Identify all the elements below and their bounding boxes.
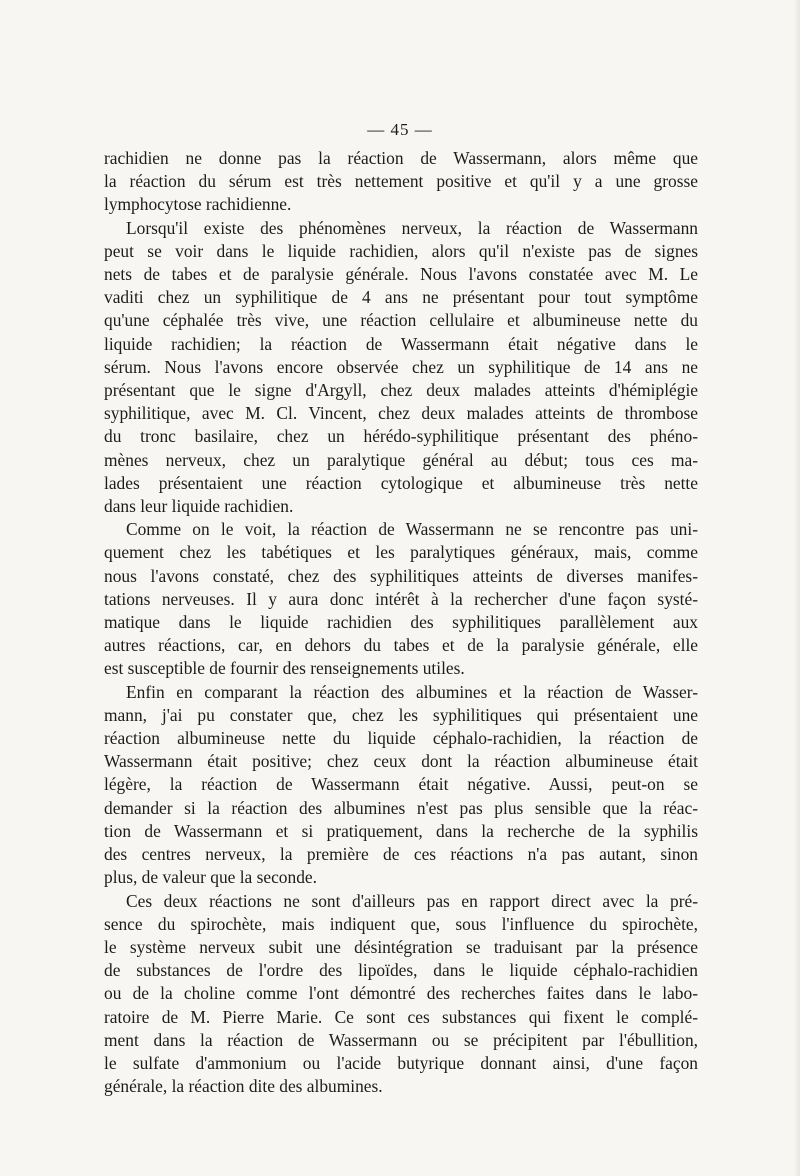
text-line: lymphocytose rachidienne. [104,194,292,215]
paragraph-5 [104,890,698,1099]
text-line: lades présentaient une réaction cytologique et albumineuse très nette [104,472,698,493]
paragraph-4 [104,681,698,890]
text-line: le sulfate d'ammonium ou l'acide butyrique donnant ainsi, d'une façon [104,1052,698,1073]
text-line: générale, la réaction dite des albumines. [104,1076,383,1097]
text-line: sence du spirochète, mais indiquent que, sous l'influence du spirochète, [104,913,698,934]
text-line: ou de la choline comme l'ont démontré des recherches faites dans le labo- [104,983,698,1004]
text-line: de substances de l'ordre des lipoïdes, dans le liquide céphalo-rachidien [104,960,698,981]
text-line: ment dans la réaction de Wassermann ou se précipitent par l'ébullition, [104,1029,698,1050]
text-line: liquide rachidien; la réaction de Wassermann était négative dans le [104,333,698,354]
text-line: tion de Wassermann et si pratiquement, dans la recherche de la syphilis [104,820,698,841]
text-line: rachidien ne donne pas la réaction de Wassermann, alors même que [104,148,698,168]
text-line: autres réactions, car, en dehors du tabes et de la paralysie générale, elle [104,635,698,656]
text-line: syphilitique, avec M. Cl. Vincent, chez deux malades atteints de thrombose [104,403,698,424]
paragraph-3 [104,518,698,680]
text-line: est susceptible de fournir des renseignements utiles. [104,658,465,679]
scan-edge [794,0,800,1176]
text-line: présentant que le signe d'Argyll, chez deux malades atteints d'hémiplégie [104,380,698,401]
text-line: Lorsqu'il existe des phénomènes nerveux, la réaction de Wassermann [126,217,698,238]
text-line: matique dans le liquide rachidien des syphilitiques parallèlement aux [104,612,698,633]
text-line: Comme on le voit, la réaction de Wassermann ne se rencontre pas uni- [126,519,698,540]
text-line: la réaction du sérum est très nettement positive et qu'il y a une grosse [104,171,698,192]
text-line: Wassermann était positive; chez ceux dont la réaction albumineuse était [104,751,698,772]
text-line: plus, de valeur que la seconde. [104,867,317,888]
text-line: le système nerveux subit une désintégration se traduisant par la présence [104,936,698,957]
page-number: — 45 — [367,120,433,139]
text-line: nous l'avons constaté, chez des syphilitiques atteints de diverses manifes- [104,565,698,586]
text-line: ratoire de M. Pierre Marie. Ce sont ces substances qui fixent le complé- [104,1006,698,1027]
text-line: mènes nerveux, chez un paralytique général au début; tous ces ma- [104,449,698,470]
paragraph-2 [104,217,698,519]
text-line: vaditi chez un syphilitique de 4 ans ne présentant pour tout symptôme [104,287,698,308]
body-text [104,147,698,1098]
text-line: légère, la réaction de Wassermann était négative. Aussi, peut-on se [104,774,698,795]
text-line: Enfin en comparant la réaction des albumines et la réaction de Wasser- [126,681,698,702]
text-line: sérum. Nous l'avons encore observée chez un syphilitique de 14 ans ne [104,356,698,377]
text-line: quement chez les tabétiques et les paralytiques généraux, mais, comme [104,542,698,563]
text-line: dans leur liquide rachidien. [104,496,294,517]
text-line: nets de tabes et de paralysie générale. Nous l'avons constatée avec M. Le [104,264,698,285]
paragraph-1 [104,147,698,217]
text-line: réaction albumineuse nette du liquide céphalo-rachidien, la réaction de [104,728,698,749]
text-line: peut se voir dans le liquide rachidien, alors qu'il n'existe pas de signes [104,240,698,261]
text-line: des centres nerveux, la première de ces réactions n'a pas autant, sinon [104,844,698,865]
text-line: Ces deux réactions ne sont d'ailleurs pas en rapport direct avec la pré- [126,890,698,911]
text-line: demander si la réaction des albumines n'est pas plus sensible que la réac- [104,797,698,818]
text-line: qu'une céphalée très vive, une réaction cellulaire et albumineuse nette du [104,310,698,331]
text-line: tations nerveuses. Il y aura donc intérêt à la rechercher d'une façon systé- [104,588,698,609]
text-line: mann, j'ai pu constater que, chez les syphilitiques qui présentaient une [104,704,698,725]
text-line: du tronc basilaire, chez un hérédo-syphilitique présentant des phéno- [104,426,698,447]
